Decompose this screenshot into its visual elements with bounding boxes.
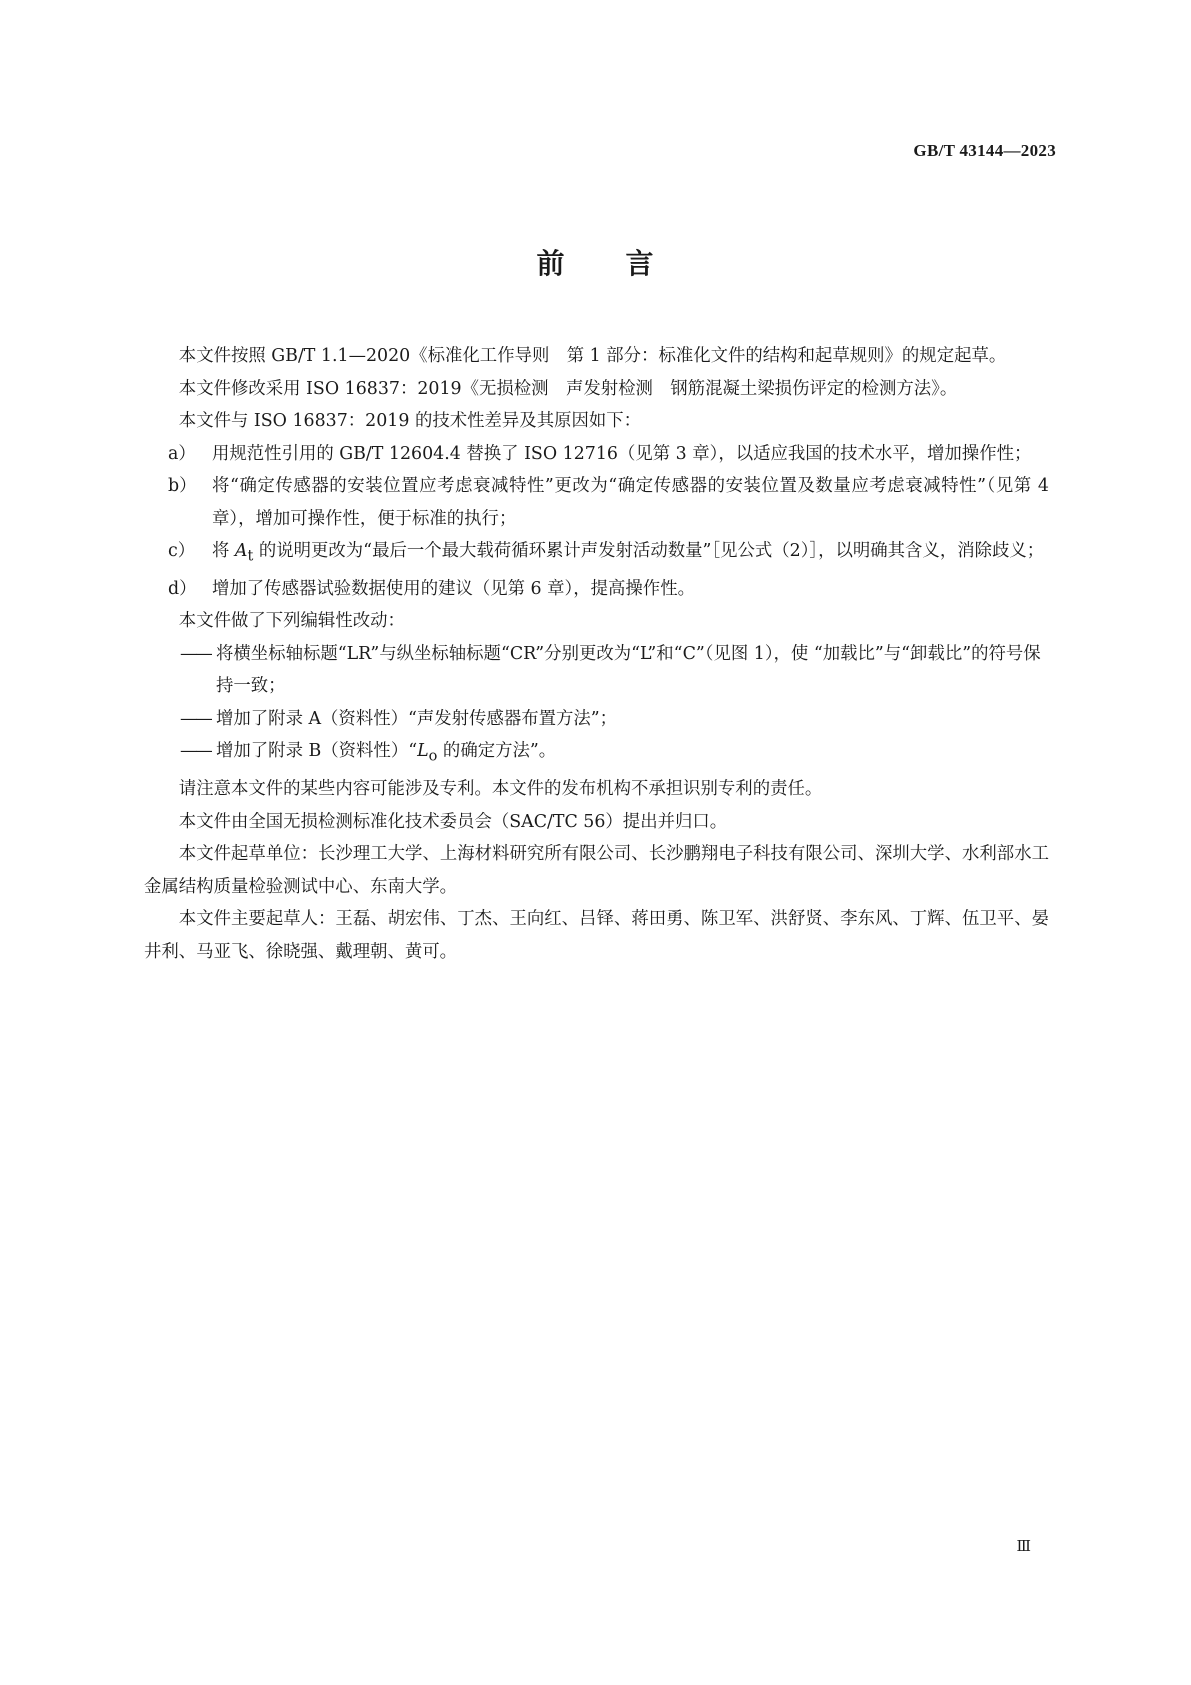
paragraph-drafting-basis: 本文件按照 GB/T 1.1—2020《标准化工作导则 第 1 部分：标准化文件的结构和起草规则》的规定起草。 (178, 346, 1007, 366)
list-item-label: d） (168, 578, 197, 599)
dash-item (180, 703, 1049, 736)
dash-item (180, 638, 1049, 703)
list-item (168, 535, 1049, 573)
paragraph-proposer: 本文件由全国无损检测标准化技术委员会（SAC/TC 56）提出并归口。 (178, 811, 728, 832)
dash-text: 增加了附录 A（资料性）“声发射传感器布置方法”； (216, 708, 618, 729)
list-item (168, 438, 1049, 471)
text-before: 增加了附录 B（资料性）“ (216, 741, 418, 762)
paragraph-adoption: 本文件修改采用 ISO 16837：2019《无损检测 声发射检测 钢筋混凝土梁损伤评定的检测方法》。 (178, 378, 958, 399)
paragraph-drafting-units: 本文件起草单位：长沙理工大学、上海材料研究所有限公司、长沙鹏翔电子科技有限公司、深圳大学、水利部水工金属结构质量检验测试中心、东南大学。 (144, 844, 1049, 897)
variable-subscript: t (247, 548, 254, 565)
list-item-text (212, 535, 1049, 573)
list-item-label: c） (168, 541, 196, 561)
paragraph-drafters: 本文件主要起草人：王磊、胡宏伟、丁杰、王向红、吕铎、蒋田勇、陈卫军、洪舒贤、李东风、丁辉、伍卫平、晏井利、马亚飞、徐晓强、戴理朝、黄可。 (144, 909, 1049, 962)
dash-label: —— (180, 741, 211, 762)
dash-text (216, 735, 1049, 773)
page-number: Ⅲ (1016, 1539, 1031, 1555)
paragraph-patent: 请注意本文件的某些内容可能涉及专利。本文件的发布机构不承担识别专利的责任。 (178, 779, 823, 800)
page-title (0, 242, 1191, 282)
foreword-body (144, 340, 1049, 968)
list-item (168, 573, 1049, 606)
standard-code: GB/T 43144—2023 (913, 141, 1056, 160)
dash-label: —— (180, 643, 211, 664)
dash-label: —— (180, 708, 211, 729)
dash-text: 将横坐标轴标题“LR”与纵坐标轴标题“CR”分别更改为“L”和“C”（见图 1），使 “加载比”与“卸载比”的符号保持一致； (216, 643, 1041, 697)
text-after: 的说明更改为“最后一个最大载荷循环累计声发射活动数量”［见公式（2）］，以明确其含义，消除歧义； (253, 541, 1045, 561)
paragraph-editorial-intro: 本文件做了下列编辑性改动： (178, 611, 405, 632)
list-item (168, 470, 1049, 535)
text-before: 将 (212, 541, 235, 561)
title-char-1: 前 (536, 247, 566, 280)
list-item-label: a） (168, 443, 196, 464)
variable-symbol: L (417, 741, 429, 762)
dash-item (180, 735, 1049, 773)
list-item-text: 增加了传感器试验数据使用的建议（见第 6 章），提高操作性。 (212, 578, 695, 599)
list-item-text: 用规范性引用的 GB/T 12604.4 替换了 ISO 12716（见第 3 章），以适应我国的技术水平，增加操作性； (212, 443, 1032, 464)
paragraph-differences-intro: 本文件与 ISO 16837：2019 的技术性差异及其原因如下： (178, 411, 642, 431)
variable-symbol: A (234, 541, 248, 561)
list-item-label: b） (168, 476, 197, 496)
list-item-text: 将“确定传感器的安装位置应考虑衰减特性”更改为“确定传感器的安装位置及数量应考虑衰减特性”（见第 4 章），增加可操作性，便于标准的执行； (212, 476, 1049, 529)
variable-subscript: o (428, 748, 438, 765)
title-char-2: 言 (625, 247, 655, 280)
text-after: 的确定方法”。 (437, 741, 557, 762)
